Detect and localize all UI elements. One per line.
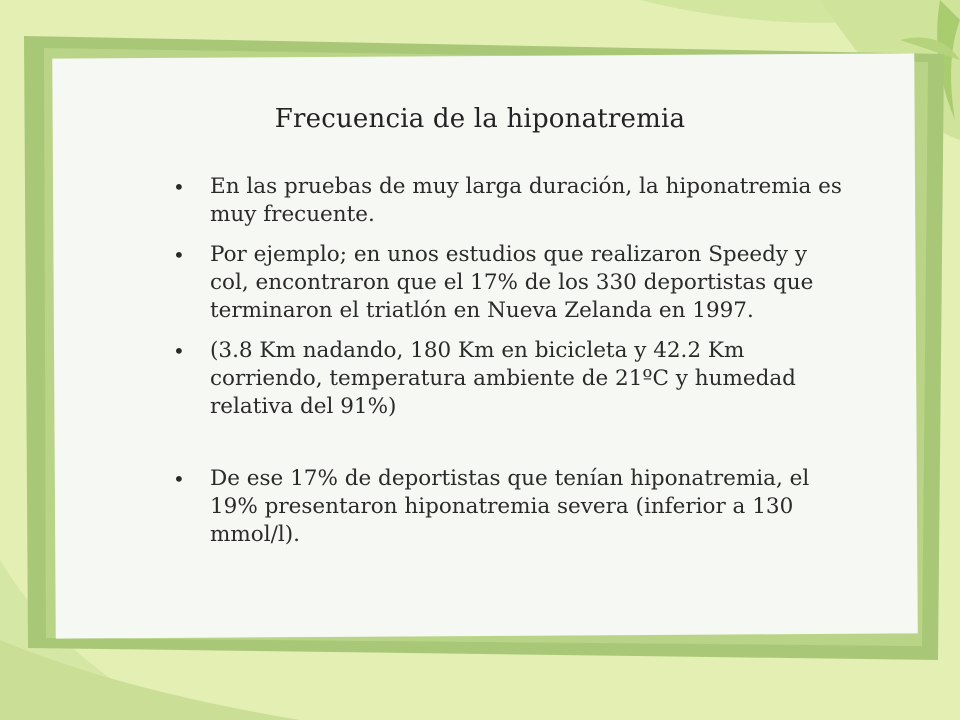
bullet-text: En las pruebas de muy larga duración, la hiponatremia es muy frecuente.	[210, 174, 842, 227]
bullet-item	[173, 337, 850, 421]
bullet-text: (3.8 Km nadando, 180 Km en bicicleta y 42.2 Km corriendo, temperatura ambiente de 21ºC y humedad relativa del 91%)	[210, 338, 796, 419]
bullet-marker: •	[173, 175, 185, 199]
bullet-text: Por ejemplo; en unos estudios que realizaron Speedy y col, encontraron que el 17% de los 330 deportistas que terminaron el triatlón en Nueva Zelanda en 1997.	[210, 242, 814, 323]
bullet-marker: •	[173, 243, 185, 267]
bullet-marker: •	[173, 467, 185, 491]
bullet-marker: •	[173, 339, 185, 363]
bullet-text: De ese 17% de deportistas que tenían hiponatremia, el 19% presentaron hiponatremia severa (inferior a 130 mmol/l).	[210, 466, 810, 547]
bullet-item	[173, 173, 850, 229]
bullet-list	[173, 173, 850, 561]
bullet-item	[173, 241, 850, 325]
slide-title: Frecuencia de la hiponatremia	[274, 104, 686, 134]
bullet-item	[173, 465, 850, 549]
